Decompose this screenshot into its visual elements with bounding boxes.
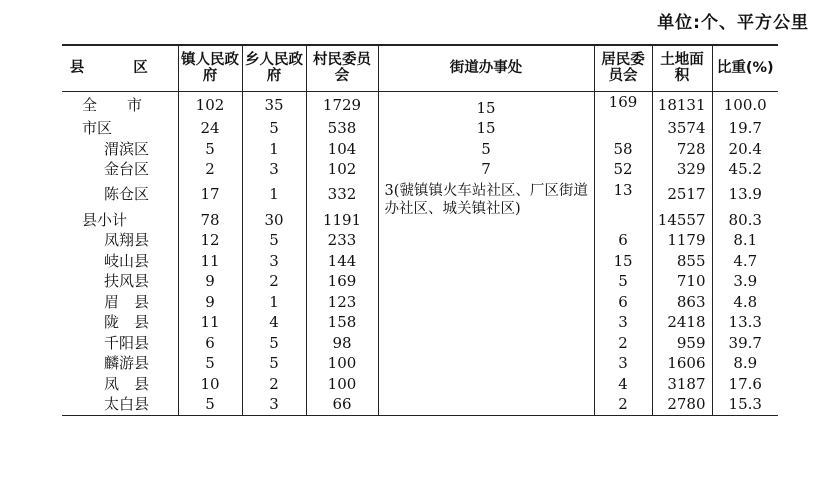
cell-township: 5: [242, 230, 306, 251]
cell-village: 100: [306, 353, 378, 374]
table-header-row: [62, 45, 778, 91]
cell-resident: 3: [594, 353, 652, 374]
cell-township: 1: [242, 292, 306, 313]
cell-street: [378, 312, 594, 333]
row-name: 陇 县: [62, 312, 178, 333]
cell-share: 17.6: [728, 374, 762, 393]
cell-village: 98: [306, 333, 378, 354]
table-row: [62, 394, 778, 415]
cell-town: 6: [178, 333, 242, 354]
cell-area: 959: [652, 333, 712, 354]
cell-town: 5: [178, 353, 242, 374]
cell-share: 3.9: [733, 272, 758, 290]
cell-street: 15: [378, 118, 594, 139]
table-row: [62, 91, 778, 118]
cell-share: 19.7: [728, 119, 762, 137]
cell-town: 24: [178, 118, 242, 139]
row-name: 凤翔县: [62, 230, 178, 251]
cell-area: 710: [652, 271, 712, 292]
cell-village: 104: [306, 139, 378, 160]
cell-share: 4.8: [733, 292, 758, 311]
cell-street: [378, 394, 594, 415]
cell-street: [378, 271, 594, 292]
cell-town: 2: [178, 159, 242, 180]
cell-share: 100.0: [723, 95, 767, 114]
cell-resident: 6: [594, 230, 652, 251]
cell-township: 3: [242, 159, 306, 180]
cell-resident: 3: [594, 312, 652, 333]
row-name: 全 市: [62, 91, 178, 118]
table-row: [62, 230, 778, 251]
cell-area: 1179: [652, 230, 712, 251]
cell-resident: 15: [594, 251, 652, 272]
cell-village: 1729: [306, 91, 378, 118]
cell-share: 8.1: [733, 231, 758, 249]
cell-town: 12: [178, 230, 242, 251]
cell-area: 3187: [652, 374, 712, 395]
cell-street: [378, 230, 594, 251]
cell-village: 123: [306, 292, 378, 313]
header-town-gov: 镇人民政府: [178, 45, 242, 91]
cell-township: 35: [242, 91, 306, 118]
cell-township: 3: [242, 394, 306, 415]
header-share: 比重(%): [712, 45, 778, 91]
cell-village: 1191: [306, 210, 378, 231]
cell-area: 728: [652, 139, 712, 160]
statistics-table-container: [62, 44, 778, 416]
cell-village: 144: [306, 251, 378, 272]
header-subdistrict-office: 街道办事处: [378, 45, 594, 91]
row-name: 县小计: [62, 210, 178, 231]
cell-street: 7: [378, 159, 594, 180]
cell-street-note: 3(虢镇镇火车站社区、厂区街道办社区、城关镇社区): [378, 180, 594, 231]
cell-share: 13.9: [728, 185, 762, 204]
table-row: [62, 333, 778, 354]
cell-village: 102: [306, 159, 378, 180]
statistics-table: [62, 44, 778, 416]
cell-township: 2: [242, 271, 306, 292]
table-row: [62, 312, 778, 333]
cell-resident: [594, 210, 652, 231]
table-row: [62, 271, 778, 292]
unit-label: 单位:个、平方公里: [657, 13, 809, 33]
row-name: 市区: [62, 118, 178, 139]
table-row: [62, 159, 778, 180]
cell-area: 855: [652, 251, 712, 272]
cell-resident: 2: [594, 394, 652, 415]
cell-area: 18131: [652, 91, 712, 118]
cell-area: 2418: [652, 312, 712, 333]
cell-village: 233: [306, 230, 378, 251]
cell-area: 2780: [652, 394, 712, 415]
cell-township: 1: [242, 180, 306, 210]
cell-share: 8.9: [733, 354, 758, 372]
cell-township: 3: [242, 251, 306, 272]
header-county: 县 区: [62, 45, 178, 91]
row-name: 渭滨区: [62, 139, 178, 160]
cell-resident: 58: [594, 139, 652, 160]
cell-town: 10: [178, 374, 242, 395]
cell-resident: 169: [594, 91, 652, 118]
cell-village: 332: [306, 180, 378, 210]
row-name: 陈仓区: [62, 180, 178, 210]
row-name: 千阳县: [62, 333, 178, 354]
cell-village: 169: [306, 271, 378, 292]
row-name: 凤 县: [62, 374, 178, 395]
table-row: [62, 251, 778, 272]
cell-resident: 2: [594, 333, 652, 354]
header-resident-committee: 居民委员会: [594, 45, 652, 91]
cell-town: 11: [178, 312, 242, 333]
cell-resident: 5: [594, 271, 652, 292]
header-land-area: 土地面积: [652, 45, 712, 91]
cell-street: 15: [378, 91, 594, 118]
table-row: [62, 139, 778, 160]
cell-township: 30: [242, 210, 306, 231]
table-row: [62, 292, 778, 313]
row-name: 眉 县: [62, 292, 178, 313]
row-name: 岐山县: [62, 251, 178, 272]
header-village-committee: 村民委员会: [306, 45, 378, 91]
cell-township: 5: [242, 333, 306, 354]
cell-share: 80.3: [728, 210, 762, 229]
table-row: [62, 180, 778, 210]
cell-resident: 6: [594, 292, 652, 313]
cell-resident: 52: [594, 159, 652, 180]
cell-share: 4.7: [733, 251, 758, 270]
cell-area: 863: [652, 292, 712, 313]
cell-street: [378, 251, 594, 272]
row-name: 麟游县: [62, 353, 178, 374]
cell-share: 15.3: [712, 394, 778, 415]
cell-town: 5: [178, 139, 242, 160]
cell-township: 4: [242, 312, 306, 333]
cell-share: 13.3: [728, 313, 762, 331]
cell-village: 538: [306, 118, 378, 139]
cell-town: 11: [178, 251, 242, 272]
cell-area: 329: [652, 159, 712, 180]
cell-township: 5: [242, 353, 306, 374]
cell-village: 158: [306, 312, 378, 333]
header-township-gov: 乡人民政府: [242, 45, 306, 91]
cell-street: [378, 292, 594, 313]
cell-town: 9: [178, 271, 242, 292]
cell-village: 66: [306, 394, 378, 415]
row-name: 扶风县: [62, 271, 178, 292]
cell-resident: 4: [594, 374, 652, 395]
cell-share: 39.7: [728, 333, 762, 352]
cell-street: [378, 353, 594, 374]
cell-area: 2517: [652, 180, 712, 210]
cell-resident: [594, 118, 652, 139]
cell-area: 3574: [652, 118, 712, 139]
table-row: [62, 118, 778, 139]
cell-township: 1: [242, 139, 306, 160]
table-row: [62, 353, 778, 374]
cell-town: 102: [178, 91, 242, 118]
cell-town: 5: [178, 394, 242, 415]
cell-town: 78: [178, 210, 242, 231]
cell-township: 5: [242, 118, 306, 139]
row-name: 金台区: [62, 159, 178, 180]
cell-township: 2: [242, 374, 306, 395]
cell-town: 17: [178, 180, 242, 210]
table-row: [62, 374, 778, 395]
cell-area: 14557: [652, 210, 712, 231]
cell-town: 9: [178, 292, 242, 313]
cell-share: 20.4: [728, 139, 762, 158]
cell-resident: 13: [594, 180, 652, 210]
cell-share: 45.2: [728, 160, 762, 178]
cell-street: [378, 333, 594, 354]
cell-area: 1606: [652, 353, 712, 374]
cell-street: 5: [378, 139, 594, 160]
cell-street: [378, 374, 594, 395]
cell-village: 100: [306, 374, 378, 395]
row-name: 太白县: [62, 394, 178, 415]
